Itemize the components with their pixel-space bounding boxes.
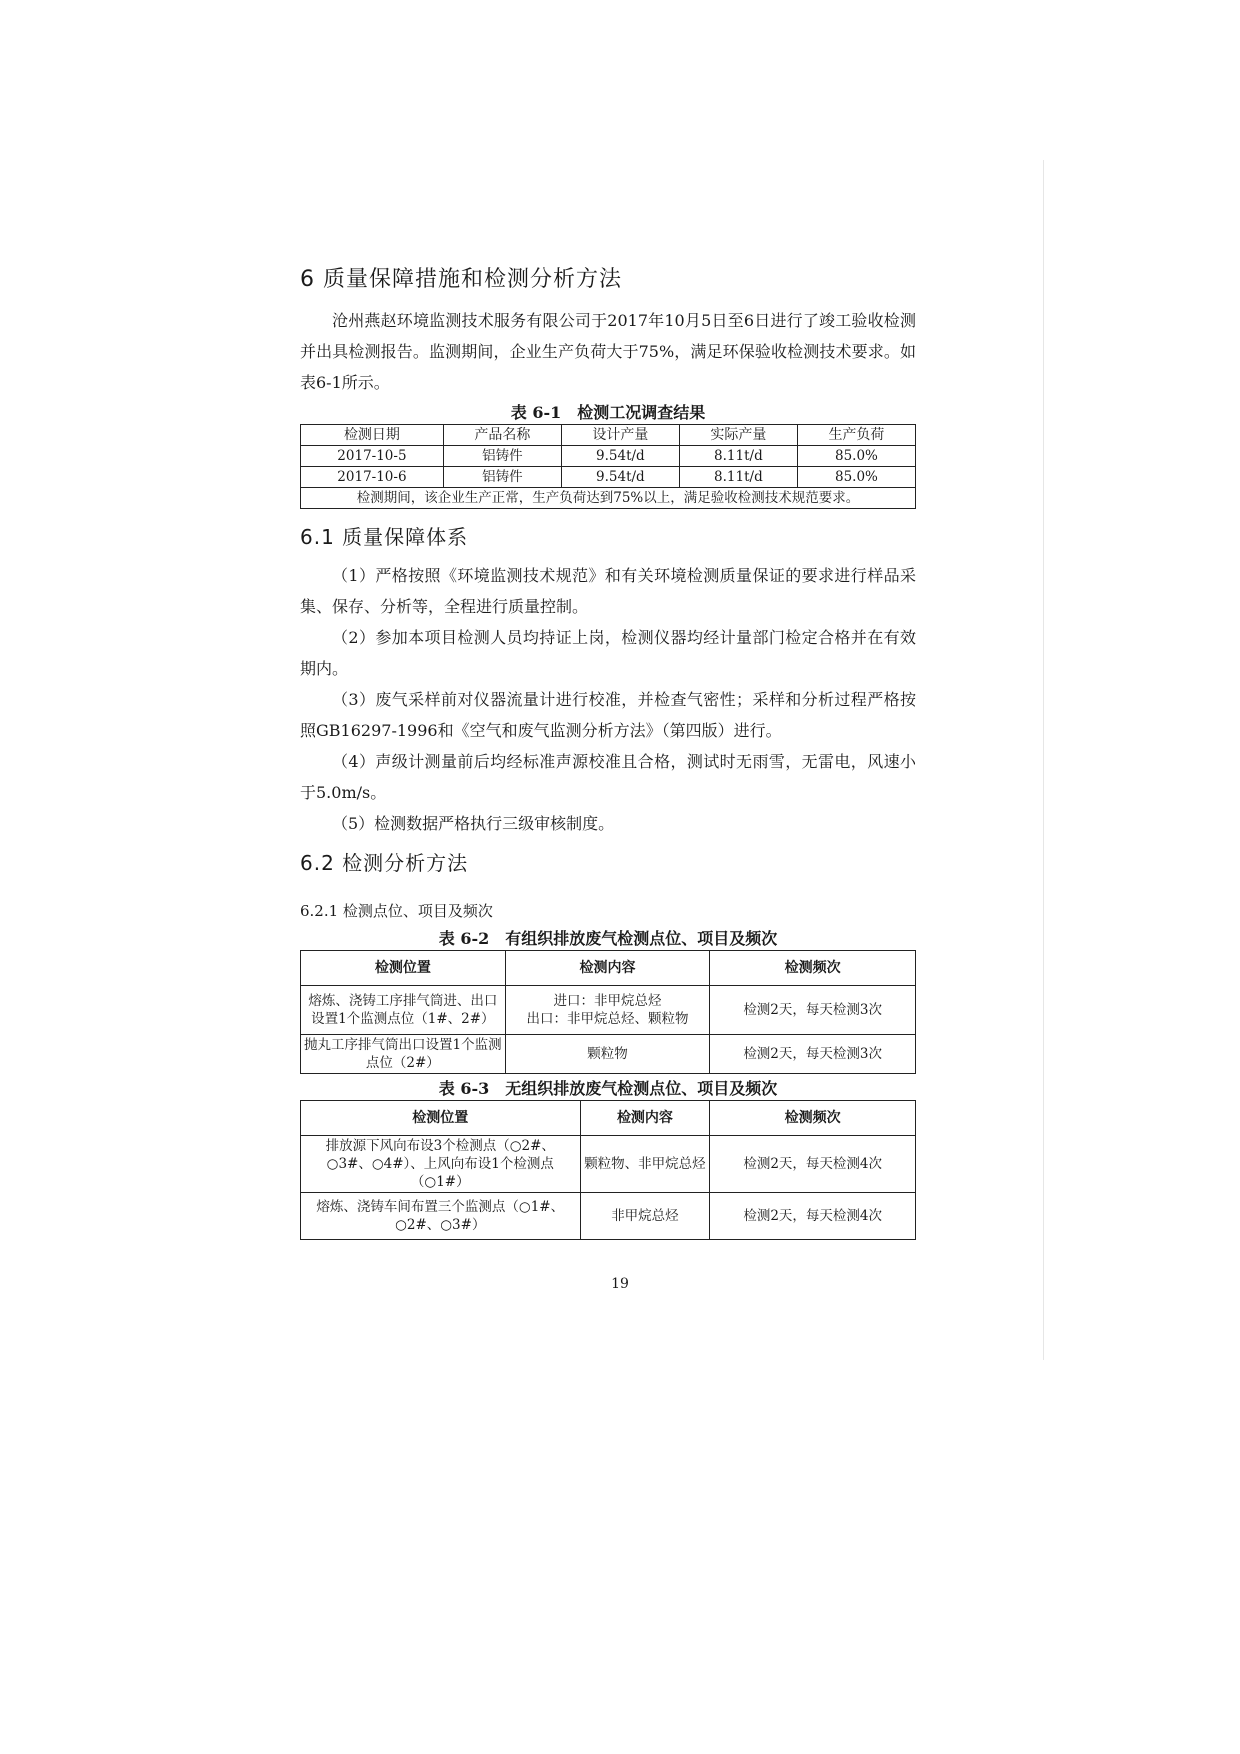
table-header-cell: 检测位置 — [301, 951, 506, 986]
section-6-1-title: 6.1 质量保障体系 — [300, 525, 469, 549]
table-6-2 — [300, 950, 916, 1074]
table-header-cell: 设计产量 — [561, 425, 679, 446]
table-note: 检测期间，该企业生产正常，生产负荷达到75%以上，满足验收检测技术规范要求。 — [301, 488, 916, 509]
table-header-row — [301, 1101, 916, 1136]
table-row — [301, 446, 916, 467]
table-header-row — [301, 951, 916, 986]
table-cell: 熔炼、浇铸工序排气筒进、出口设置1个监测点位（1#、2#） — [301, 986, 506, 1035]
table-6-3-caption: 表 6-3 无组织排放废气检测点位、项目及频次 — [438, 1079, 778, 1098]
table-header-cell: 生产负荷 — [797, 425, 915, 446]
table-cell: 9.54t/d — [561, 467, 679, 488]
table-cell: 2017-10-5 — [301, 446, 444, 467]
table-6-1-caption: 表 6-1 检测工况调查结果 — [510, 403, 706, 422]
table-cell: 85.0% — [797, 446, 915, 467]
table-row — [301, 986, 916, 1035]
qa-item-1: （1）严格按照《环境监测技术规范》和有关环境检测质量保证的要求进行样品采集、保存、分析等，全程进行质量控制。 — [300, 566, 916, 616]
table-header-cell: 实际产量 — [679, 425, 797, 446]
table-cell: 铝铸件 — [443, 446, 561, 467]
table-cell: 检测2天，每天检测4次 — [710, 1136, 916, 1193]
table-row — [301, 1136, 916, 1193]
table-cell: 9.54t/d — [561, 446, 679, 467]
table-6-3 — [300, 1100, 916, 1240]
table-6-1 — [300, 424, 916, 509]
qa-item-3: （3）废气采样前对仪器流量计进行校准，并检查气密性；采样和分析过程严格按照GB16297-1996和《空气和废气监测分析方法》（第四版）进行。 — [300, 690, 916, 740]
table-cell: 铝铸件 — [443, 467, 561, 488]
table-6-2-caption: 表 6-2 有组织排放废气检测点位、项目及频次 — [438, 929, 778, 948]
table-row — [301, 1193, 916, 1240]
table-header-row — [301, 425, 916, 446]
table-header-cell: 检测日期 — [301, 425, 444, 446]
table-cell: 非甲烷总烃 — [580, 1193, 710, 1240]
section-6-2-title: 6.2 检测分析方法 — [300, 851, 469, 875]
table-cell: 85.0% — [797, 467, 915, 488]
table-header-cell: 检测频次 — [710, 1101, 916, 1136]
table-cell: 2017-10-6 — [301, 467, 444, 488]
table-cell: 8.11t/d — [679, 467, 797, 488]
table-cell: 进口：非甲烷总烃 出口：非甲烷总烃、颗粒物 — [505, 986, 710, 1035]
table-row — [301, 467, 916, 488]
qa-item-5: （5）检测数据严格执行三级审核制度。 — [332, 814, 615, 833]
page-number: 19 — [611, 1276, 629, 1292]
section-6-intro: 沧州燕赵环境监测技术服务有限公司于2017年10月5日至6日进行了竣工验收检测并出具检测报告。监测期间，企业生产负荷大于75%，满足环保验收检测技术要求。如表6-1所示。 — [300, 311, 916, 392]
table-header-cell: 检测内容 — [505, 951, 710, 986]
scan-edge-line — [1043, 160, 1044, 1360]
page-content — [300, 262, 916, 1240]
table-cell: 熔炼、浇铸车间布置三个监测点（○1#、○2#、○3#） — [301, 1193, 581, 1240]
qa-item-4: （4）声级计测量前后均经标准声源校准且合格，测试时无雨雪，无雷电，风速小于5.0m/s。 — [300, 752, 916, 802]
table-header-cell: 检测位置 — [301, 1101, 581, 1136]
table-cell: 颗粒物 — [505, 1035, 710, 1074]
section-6-2-1-title: 6.2.1 检测点位、项目及频次 — [300, 902, 493, 920]
qa-item-2: （2）参加本项目检测人员均持证上岗，检测仪器均经计量部门检定合格并在有效期内。 — [300, 628, 916, 678]
table-cell: 检测2天，每天检测3次 — [710, 1035, 916, 1074]
table-cell: 检测2天，每天检测4次 — [710, 1193, 916, 1240]
table-note-row — [301, 488, 916, 509]
table-header-cell: 检测频次 — [710, 951, 916, 986]
table-header-cell: 检测内容 — [580, 1101, 710, 1136]
table-row — [301, 1035, 916, 1074]
table-header-cell: 产品名称 — [443, 425, 561, 446]
table-cell: 颗粒物、非甲烷总烃 — [580, 1136, 710, 1193]
section-6-title: 6 质量保障措施和检测分析方法 — [300, 267, 622, 292]
table-cell: 8.11t/d — [679, 446, 797, 467]
table-cell: 检测2天，每天检测3次 — [710, 986, 916, 1035]
table-cell: 抛丸工序排气筒出口设置1个监测点位（2#） — [301, 1035, 506, 1074]
table-cell: 排放源下风向布设3个检测点（○2#、○3#、○4#）、上风向布设1个检测点（○1#） — [301, 1136, 581, 1193]
